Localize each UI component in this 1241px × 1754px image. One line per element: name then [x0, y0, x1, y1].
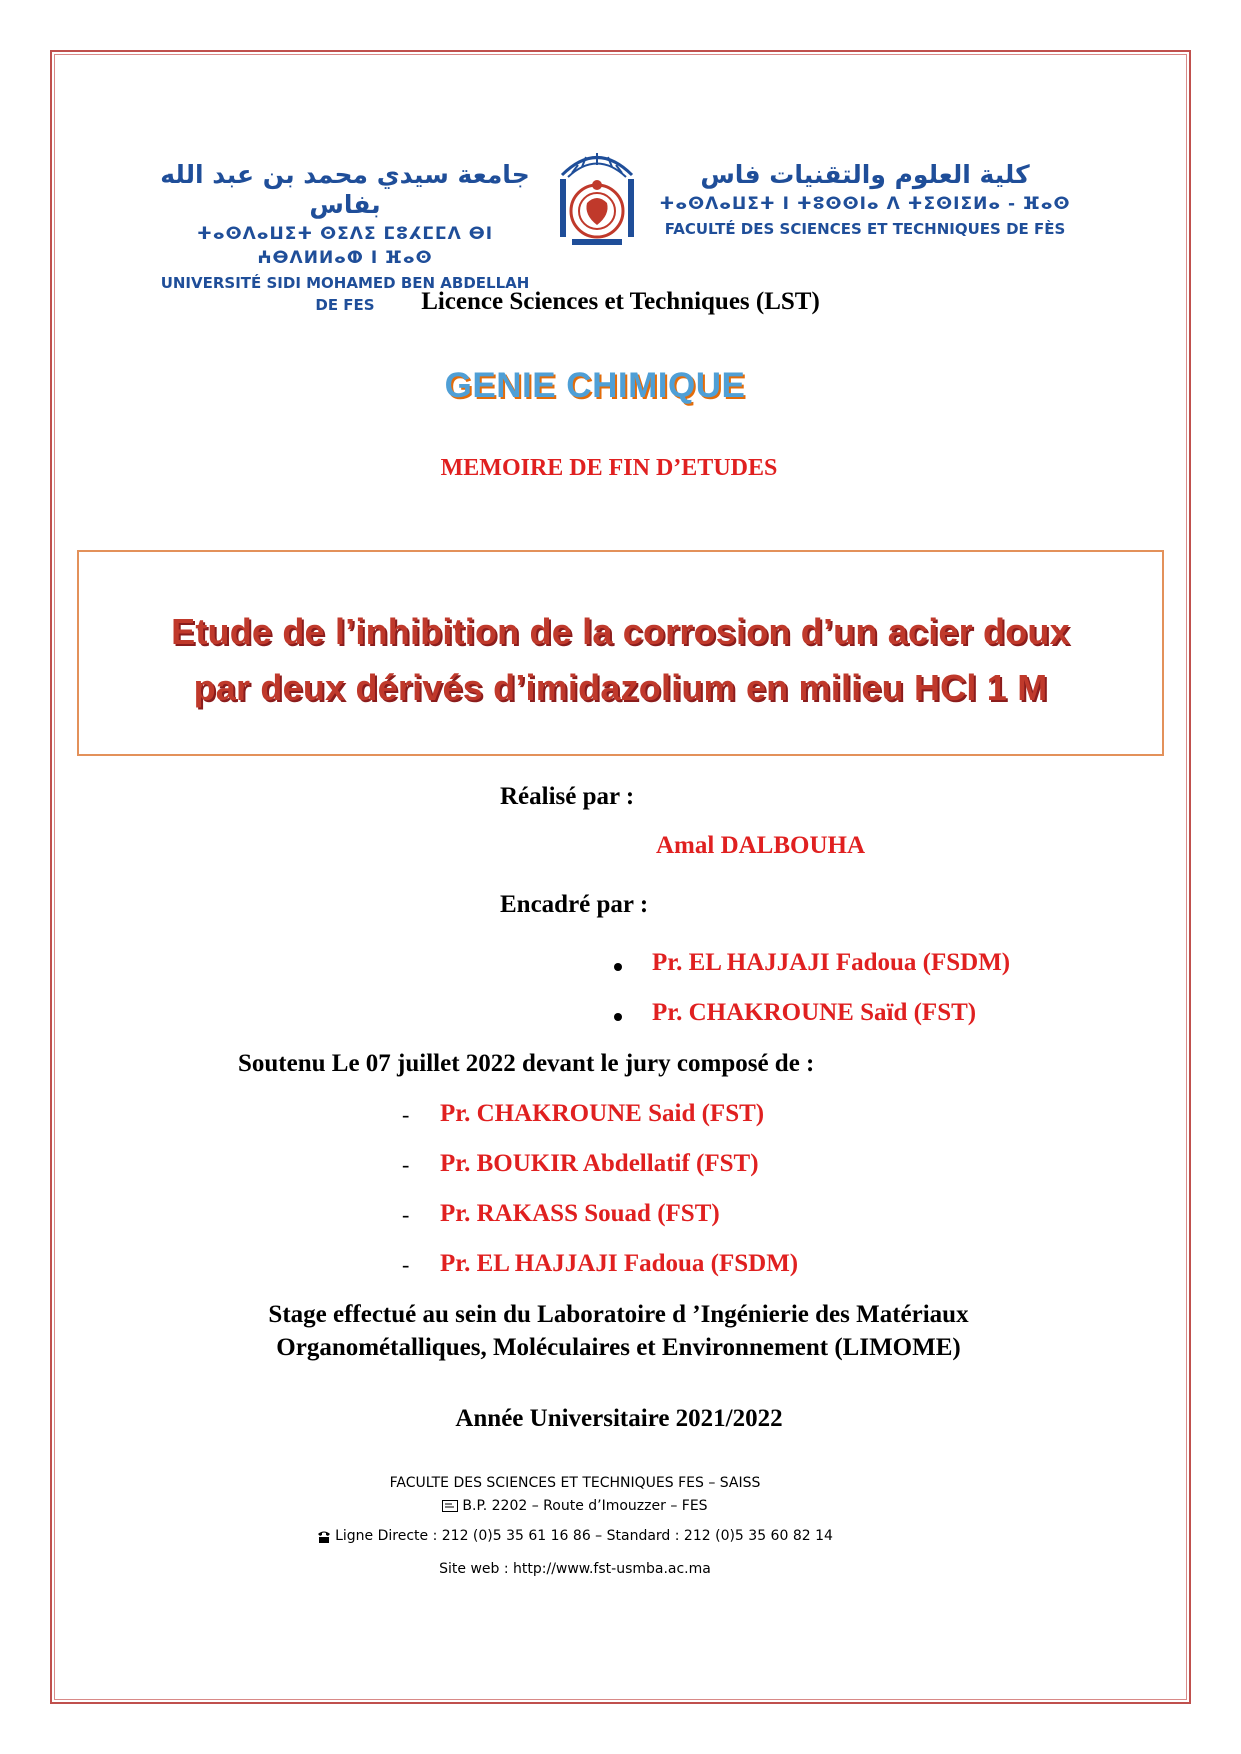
jury-dash: - [402, 1202, 410, 1227]
jury-dash: - [402, 1252, 410, 1277]
phone-icon [317, 1530, 331, 1543]
jury-dash: - [402, 1152, 410, 1177]
supervisor-1: Pr. EL HAJJAJI Fadoua (FSDM) [652, 949, 1011, 976]
academic-year: Année Universitaire 2021/2022 [455, 1405, 783, 1432]
department-name: GENIE CHIMIQUE [444, 366, 746, 405]
faculty-name-arabic: كلية العلوم والتقنيات فاس [700, 160, 1030, 189]
realise-par-label: Réalisé par : [500, 783, 635, 810]
footer-address-2 [0, 1498, 1150, 1514]
bullet-icon [614, 963, 622, 971]
mailbox-icon [442, 1500, 458, 1512]
university-name-tifinagh: ⵜⴰⵙⴷⴰⵡⵉⵜ ⵙⵉⴷⵉ ⵎⵓⵃⵎⵎⴷ ⴱⵏ ⵄⴱⴷⵍⵍⴰⵀ ⵏ ⴼⴰⵙ [196, 224, 494, 268]
jury-dash: - [402, 1102, 410, 1127]
footer-phone-text: Ligne Directe : 212 (0)5 35 61 16 86 – Standard : 212 (0)5 35 60 82 14 [335, 1528, 833, 1544]
author-name: Amal DALBOUHA [656, 832, 866, 859]
footer-website: Site web : http://www.fst-usmba.ac.ma [439, 1561, 711, 1577]
supervisor-2: Pr. CHAKROUNE Saïd (FST) [652, 999, 977, 1026]
jury-member-4: Pr. EL HAJJAJI Fadoua (FSDM) [440, 1250, 799, 1277]
jury-member-1: Pr. CHAKROUNE Said (FST) [440, 1100, 765, 1127]
footer-postal: B.P. 2202 – Route d’Imouzzer – FES [462, 1498, 708, 1514]
bullet-icon [614, 1013, 622, 1021]
faculty-name-tifinagh: ⵜⴰⵙⴷⴰⵡⵉⵜ ⵏ ⵜⵓⵙⵙⵏⴰ ⴷ ⵜⵉⵙⵏⵉⵍⴰ - ⴼⴰⵙ [659, 194, 1071, 214]
university-seal-icon [552, 145, 642, 250]
footer-phone [0, 1528, 1150, 1544]
jury-member-3: Pr. RAKASS Souad (FST) [440, 1200, 720, 1227]
thesis-title-line1: Etude de l’inhibition de la corrosion d’un acier doux [171, 611, 1070, 652]
document-type: MEMOIRE DE FIN D’ETUDES [440, 455, 778, 481]
thesis-title-box [77, 550, 1164, 756]
faculty-header [655, 160, 1075, 240]
internship-line-2: Organométalliques, Moléculaires et Environnement (LIMOME) [276, 1334, 961, 1361]
footer-address-1: FACULTE DES SCIENCES ET TECHNIQUES FES – SAISS [389, 1475, 761, 1491]
internship-line-1: Stage effectué au sein du Laboratoire d ’Ingénierie des Matériaux [268, 1301, 969, 1328]
encadre-par-label: Encadré par : [500, 891, 649, 918]
thesis-title-line2: par deux dérivés d’imidazolium en milieu HCl 1 M [193, 667, 1048, 708]
jury-member-2: Pr. BOUKIR Abdellatif (FST) [440, 1150, 759, 1177]
university-name-arabic: جامعة سيدي محمد بن عبد الله بفاس [160, 160, 530, 219]
university-name-french: UNIVERSITÉ SIDI MOHAMED BEN ABDELLAH DE FES [160, 274, 530, 314]
program-name: Licence Sciences et Techniques (LST) [421, 288, 820, 315]
faculty-name-french: FACULTÉ DES SCIENCES ET TECHNIQUES DE FÈS [664, 220, 1066, 238]
defense-line: Soutenu Le 07 juillet 2022 devant le jury composé de : [238, 1050, 815, 1077]
